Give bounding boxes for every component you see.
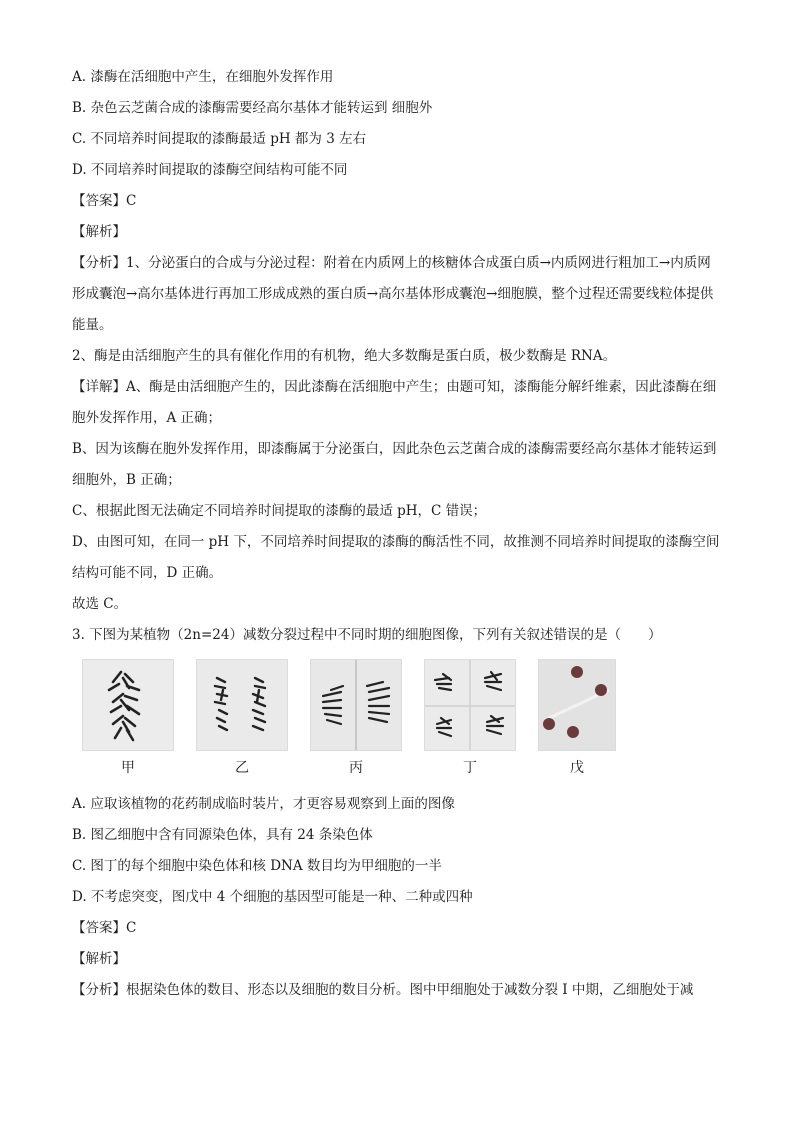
q3-analysis-1: 【分析】根据染色体的数目、形态以及细胞的数目分析。图中甲细胞处于减数分裂 I 中期，乙细胞处于减 <box>72 982 694 998</box>
q2-detail-c: C、根据此图无法确定不同培养时间提取的漆酶的最适 pH，C 错误； <box>72 503 487 519</box>
q2-answer: 【答案】C <box>72 193 137 209</box>
cell-image-jia <box>82 659 174 776</box>
figure-label-ding: 丁 <box>463 760 477 776</box>
q2-option-c: C. 不同培养时间提取的漆酶最适 pH 都为 3 左右 <box>72 131 367 147</box>
cell-image-yi <box>196 659 288 776</box>
q2-detail-d: D、由图可知，在同一 pH 下，不同培养时间提取的漆酶的酶活性不同，故推测不同培养时间提取的漆酶空间结构可能不同，D 正确。 <box>72 534 720 581</box>
q2-detail-b: B、因为该酶在胞外发挥作用，即漆酶属于分泌蛋白，因此杂色云芝菌合成的漆酶需要经高尔基体才能转运到细胞外，B 正确； <box>72 441 717 488</box>
cell-image-wu <box>538 659 616 776</box>
figure-label-jia: 甲 <box>121 760 135 776</box>
q2-analysis-2: 2、酶是由活细胞产生的具有催化作用的有机物，绝大多数酶是蛋白质，极少数酶是 RNA。 <box>72 348 617 364</box>
q2-option-a: A. 漆酶在活细胞中产生，在细胞外发挥作用 <box>72 69 334 85</box>
figure-label-yi: 乙 <box>235 760 249 776</box>
q2-conclusion: 故选 C。 <box>72 596 128 612</box>
q2-detail-a: 【详解】A、酶是由活细胞产生的，因此漆酶在活细胞中产生；由题可知，漆酶能分解纤维素，因此漆酶在细胞外发挥作用，A 正确； <box>72 379 717 426</box>
cell-image-figure <box>72 659 722 789</box>
q2-option-d: D. 不同培养时间提取的漆酶空间结构可能不同 <box>72 162 348 178</box>
q3-answer: 【答案】C <box>72 920 137 936</box>
figure-label-bing: 丙 <box>349 760 363 776</box>
q3-option-b: B. 图乙细胞中含有同源染色体，具有 24 条染色体 <box>72 827 373 843</box>
q3-option-a: A. 应取该植物的花药制成临时装片，才更容易观察到上面的图像 <box>72 796 455 812</box>
q2-analysis-1: 【分析】1、分泌蛋白的合成与分泌过程：附着在内质网上的核糖体合成蛋白质→内质网进行粗加工→内质网形成囊泡→高尔基体进行再加工形成成熟的蛋白质→高尔基体形成囊泡→细胞膜，整个过程还需要线粒体提供能量。 <box>72 255 714 333</box>
figure-label-wu: 戊 <box>570 760 584 776</box>
q3-stem: 3. 下图为某植物（2n=24）减数分裂过程中不同时期的细胞图像，下列有关叙述错误的是（ ） <box>72 627 662 643</box>
cell-image-bing <box>310 659 402 776</box>
q3-option-c: C. 图丁的每个细胞中染色体和核 DNA 数目均为甲细胞的一半 <box>72 858 442 874</box>
q2-analysis-label: 【解析】 <box>72 224 126 240</box>
q2-option-b: B. 杂色云芝菌合成的漆酶需要经高尔基体才能转运到 细胞外 <box>72 100 433 116</box>
q3-option-d: D. 不考虑突变，图戊中 4 个细胞的基因型可能是一种、二种或四种 <box>72 889 473 905</box>
q3-analysis-label: 【解析】 <box>72 951 126 967</box>
document-page <box>72 62 722 1006</box>
cell-image-ding <box>424 659 516 776</box>
